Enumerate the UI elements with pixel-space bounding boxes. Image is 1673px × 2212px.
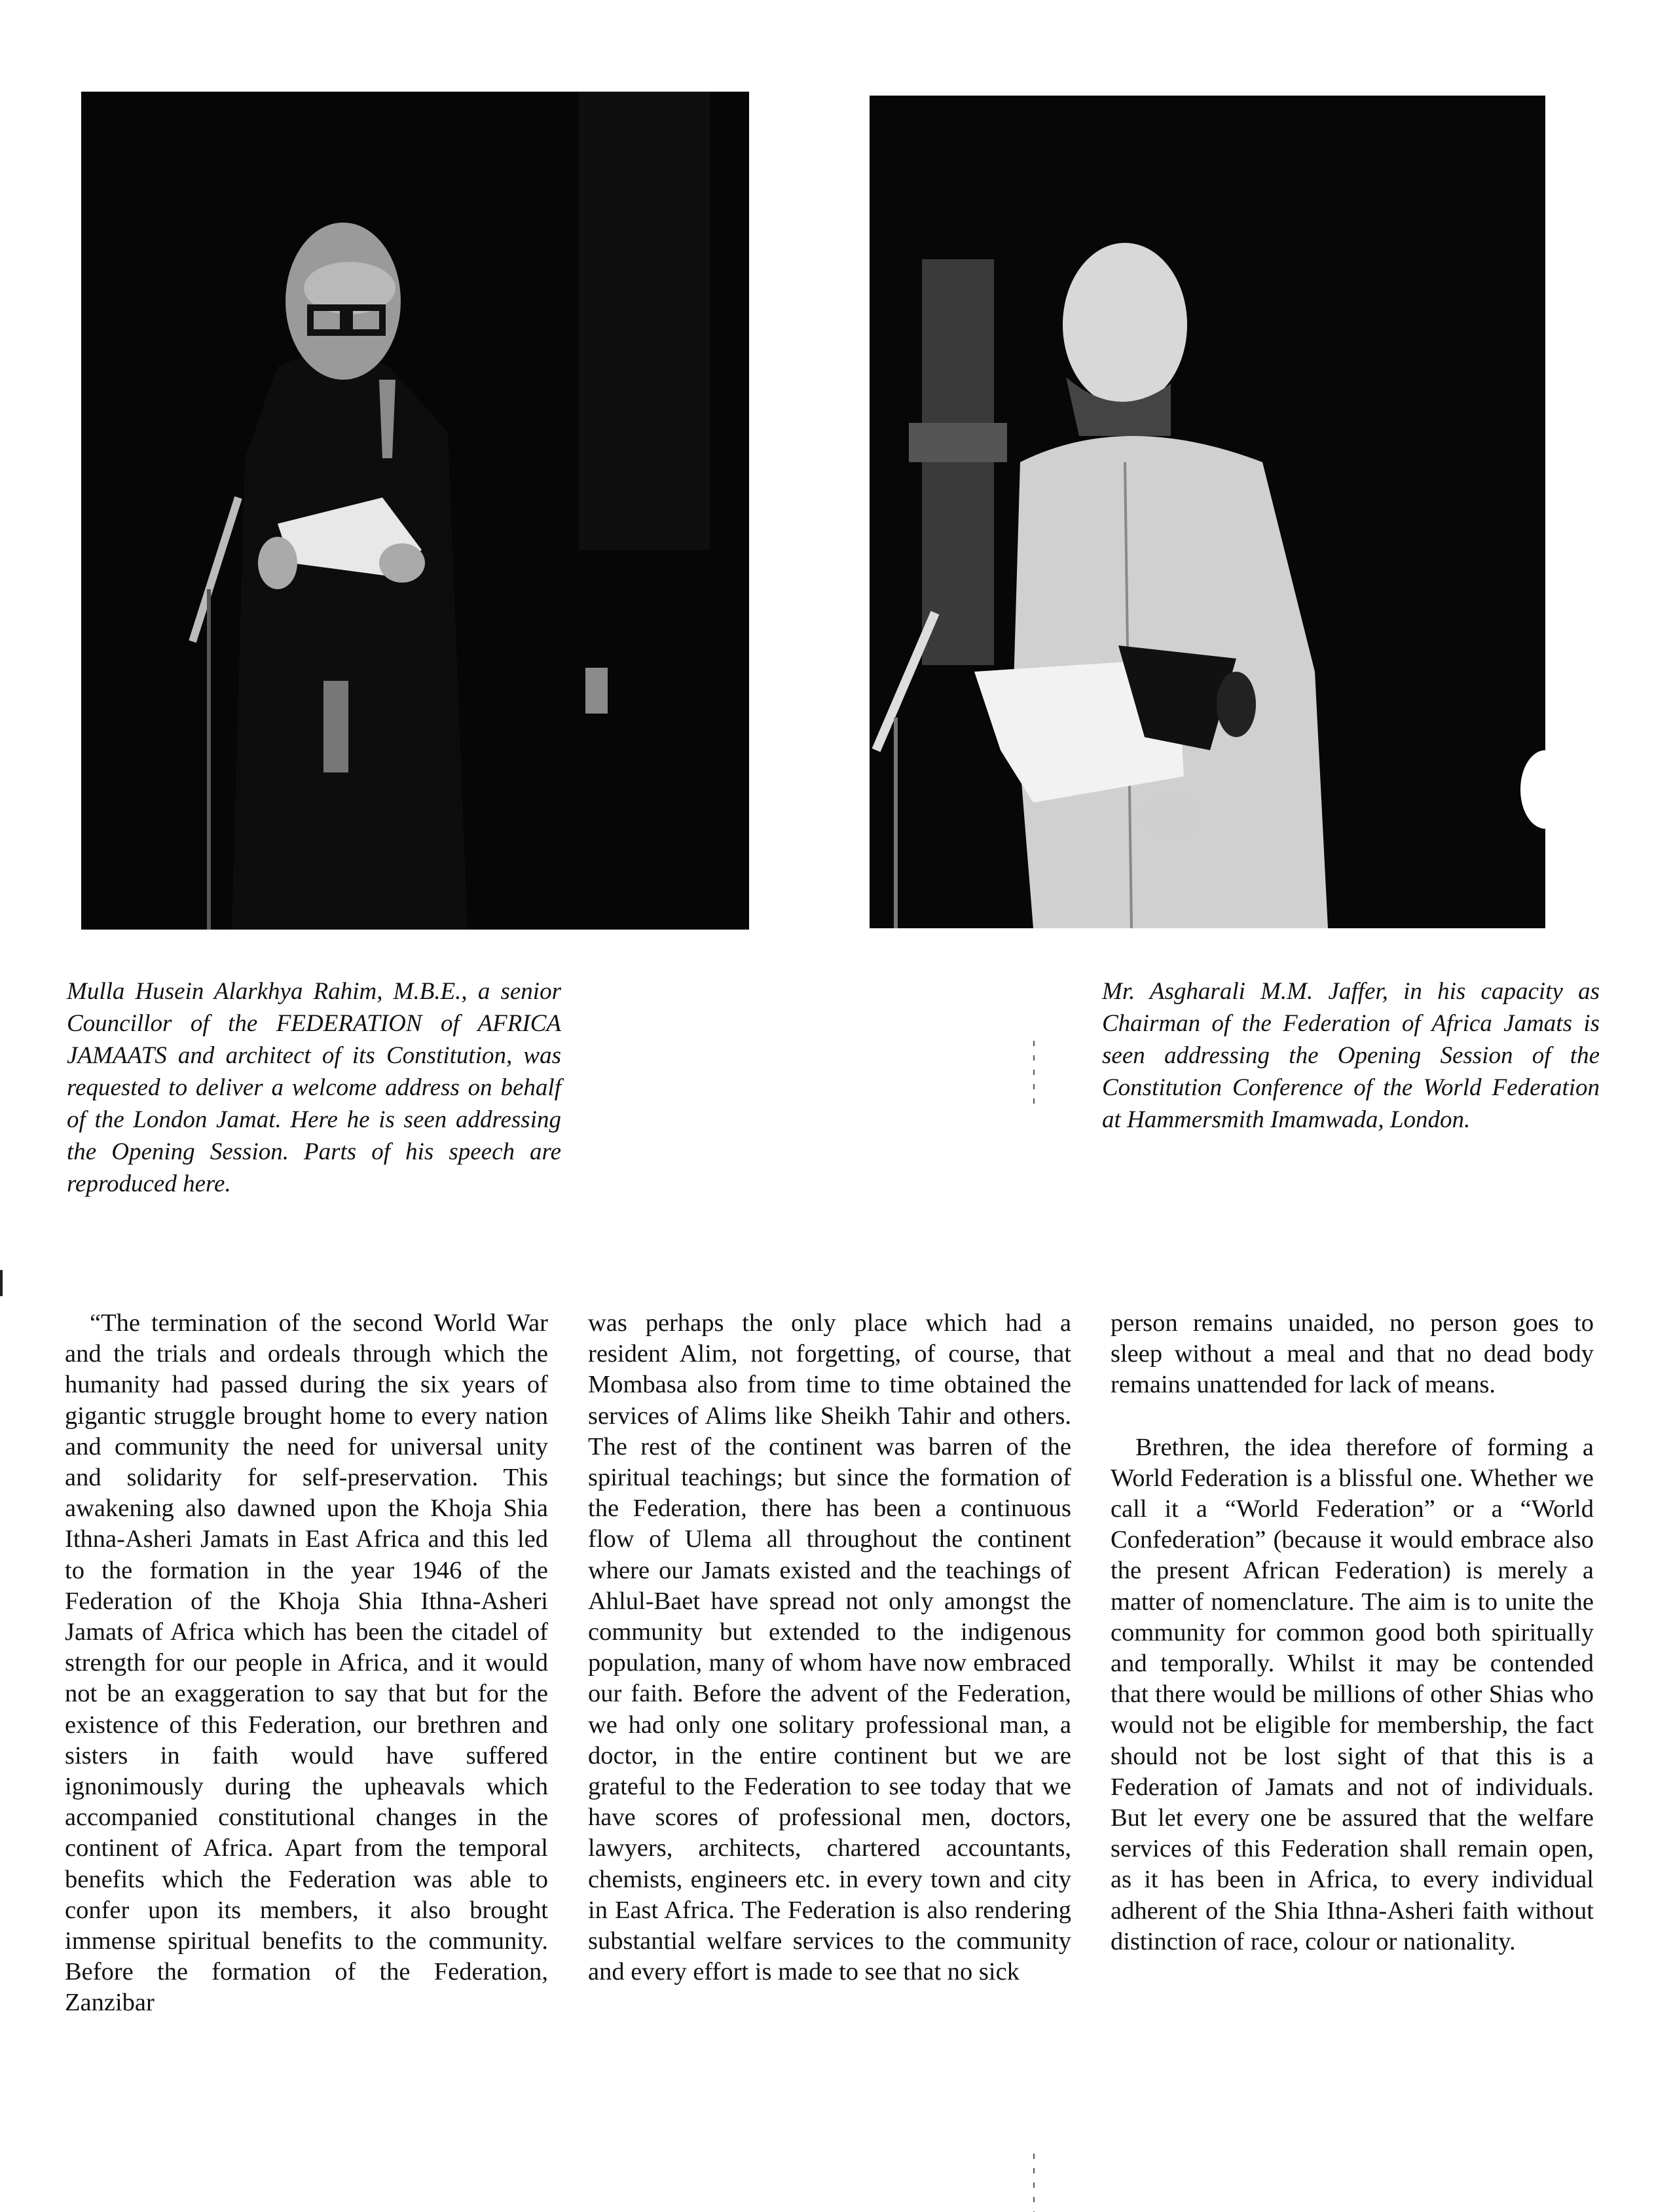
article-column-2 bbox=[588, 1308, 1071, 1987]
speaker-photo-illustration bbox=[870, 96, 1545, 928]
scan-fold-line bbox=[1033, 2154, 1035, 2212]
scan-fold-line bbox=[1033, 1041, 1035, 1113]
article-paragraph: person remains unaided, no person goes to sleep without a meal and that no dead body remains unattended for lack of means. bbox=[1111, 1309, 1594, 1399]
photo-caption-left: Mulla Husein Alarkhya Rahim, M.B.E., a senior Councillor of the FEDERATION of AFRICA JAMAATS and architect of its Constitution, was requested to deliver a welcome address on behalf of the London Jamat. Here he is seen addressing the Opening Session. Parts of his speech are reproduced here. bbox=[67, 978, 561, 1197]
article-paragraph: Brethren, the idea therefore of forming a World Federation is a blissful one. Whether we call it a “World Federation” or a “World Confederation” (because it would embrace also the present African Federation) is merely a matter of nomenclature. The aim is to unite the community for common good both spiritually and temporally. Whilst it may be contended that there would be millions of other Shias who would not be eligible for membership, the fact should not be lost sight of that this is a Federation of Jamats and not of individuals. But let every one be assured that the welfare services of this Federation shall remain open, as it has been in Africa, to every individual adherent of the Shia Ithna-Asheri faith without distinction of race, colour or nationality. bbox=[1111, 1433, 1594, 1955]
scan-margin-mark bbox=[0, 1270, 3, 1296]
photo-asgharali-jaffer bbox=[870, 96, 1545, 928]
speaker-photo-illustration bbox=[81, 92, 749, 930]
article-paragraph: “The termination of the second World War and the trials and ordeals through which the humanity had passed during the six years of gigantic struggle brought home to every nation and community the need for universal unity and solidarity for self-preservation. This awakening also dawned upon the Khoja Shia Ithna-Asheri Jamats in East Africa and this led to the formation in the year 1946 of the Federation of the Khoja Shia Ithna-Asheri Jamats of Africa which has been the citadel of strength for our people in Africa, and it would not be an exaggeration to say that but for the existence of this Federation, our brethren and sisters in faith would have suffered ignonimously during the upheavals which accompanied constitutional changes in the continent of Africa. Apart from the temporal benefits which the Federation was able to confer upon its members, it also brought immense spiritual benefits to the community. Before the formation of the Federation, Zanzibar bbox=[65, 1309, 548, 2017]
article-column-1 bbox=[65, 1308, 548, 2019]
article-paragraph: was perhaps the only place which had a resident Alim, not forgetting, of course, that Mombasa also from time to time obtained the services of Alims like Sheikh Tahir and others. The rest of the continent was barren of the spiritual teachings; but since the formation of the Federation, there has been a continuous flow of Ulema all throughout the continent where our Jamats existed and the teachings of Ahlul-Baet have spread not only amongst the community but extended to the indigenous population, many of whom have now embraced our faith. Before the advent of the Federation, we had only one solitary professional man, a doctor, in the entire continent but we are grateful to the Federation to see today that we have scores of professional men, doctors, lawyers, architects, chartered accountants, chemists, engineers etc. in every town and city in East Africa. The Federation is also rendering substantial welfare services to the community and every effort is made to see that no sick bbox=[588, 1309, 1071, 1986]
photo-caption-right: Mr. Asgharali M.M. Jaffer, in his capacity as Chairman of the Federation of Africa Jamats is seen addressing the Opening Session of the Constitution Conference of the World Federation at Hammersmith Imamwada, London. bbox=[1102, 978, 1600, 1133]
article-column-3 bbox=[1111, 1308, 1594, 1957]
photo-mulla-husein-rahim bbox=[81, 92, 749, 930]
